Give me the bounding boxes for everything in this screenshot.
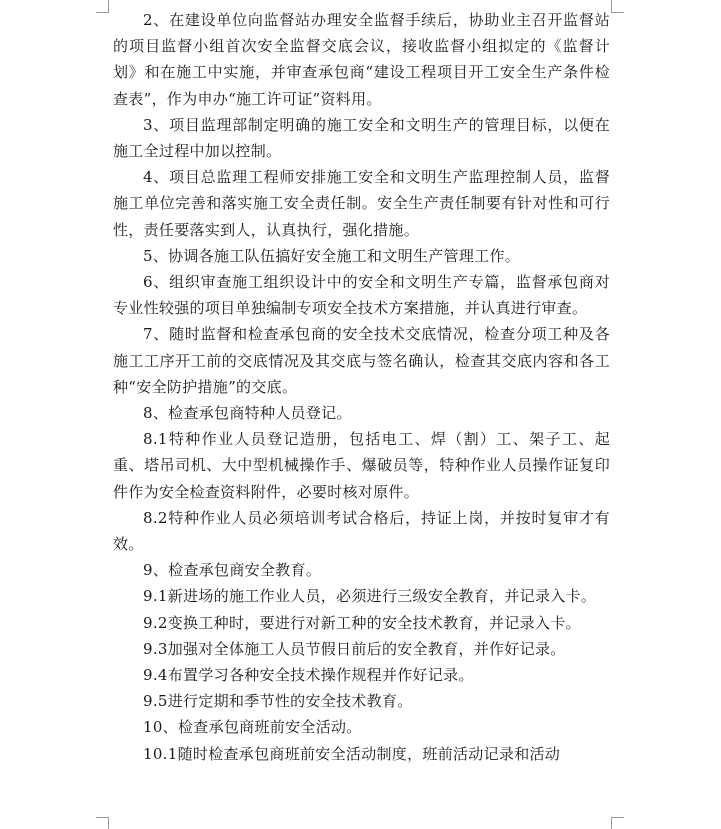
paragraph-item-4: 4、项目总监理工程师安排施工安全和文明生产监理控制人员，监督施工单位完善和落实施工安全责任制。安全生产责任制要有针对性和可行性，责任要落实到人，认真执行，强化措施。 bbox=[113, 168, 610, 239]
paragraph-item-9: 9、检查承包商安全教育。 bbox=[143, 561, 322, 580]
paragraph-item-10-1: 10.1随时检查承包商班前安全活动制度，班前活动记录和活动 bbox=[143, 744, 561, 763]
paragraph-item-10: 10、检查承包商班前安全活动。 bbox=[143, 718, 362, 737]
paragraph-item-9-1: 9.1新进场的施工作业人员，必须进行三级安全教育，并记录入卡。 bbox=[143, 587, 597, 606]
paragraph-item-3: 3、项目监理部制定明确的施工安全和文明生产的管理目标，以便在施工全过程中加以控制。 bbox=[113, 115, 610, 161]
margin-corner-mark-bottom-right bbox=[611, 817, 624, 829]
paragraph-item-9-5: 9.5进行定期和季节性的安全技术教育。 bbox=[143, 692, 413, 711]
margin-corner-mark-top-left bbox=[96, 0, 109, 13]
paragraph-item-9-2: 9.2变换工种时，要进行对新工种的安全技术教育，并记录入卡。 bbox=[143, 613, 581, 632]
document-body bbox=[113, 7, 610, 767]
paragraph-item-2: 2、在建设单位向监督站办理安全监督手续后，协助业主召开监督站的项目监督小组首次安全监督交底会议，接收监督小组拟定的《监督计划》和在施工中实施，并审查承包商“建设工程项目开工安全生产条件检查表”，作为申办“施工许可证”资料用。 bbox=[113, 11, 610, 108]
paragraph-item-7: 7、随时监督和检查承包商的安全技术交底情况，检查分项工种及各施工工序开工前的交底情况及其交底与签名确认，检查其交底内容和各工种“安全防护措施”的交底。 bbox=[113, 325, 610, 396]
margin-corner-mark-bottom-left bbox=[96, 817, 109, 829]
paragraph-item-8-1: 8.1特种作业人员登记造册，包括电工、焊（割）工、架子工、起重、塔吊司机、大中型机械操作手、爆破员等，特种作业人员操作证复印件作为安全检查资料附件，必要时核对原件。 bbox=[113, 430, 610, 501]
paragraph-item-6: 6、组织审查施工组织设计中的安全和文明生产专篇，监督承包商对专业性较强的项目单独编制专项安全技术方案措施，并认真进行审查。 bbox=[113, 273, 610, 318]
paragraph-item-8: 8、检查承包商特种人员登记。 bbox=[143, 404, 352, 423]
paragraph-item-8-2: 8.2特种作业人员必须培训考试合格后，持证上岗，并按时复审才有效。 bbox=[113, 508, 610, 554]
margin-corner-mark-top-right bbox=[611, 0, 624, 13]
paragraph-item-9-4: 9.4布置学习各种安全技术操作规程并作好记录。 bbox=[143, 666, 474, 685]
paragraph-item-9-3: 9.3加强对全体施工人员节假日前后的安全教育，并作好记录。 bbox=[143, 639, 566, 658]
paragraph-item-5: 5、协调各施工队伍搞好安全施工和文明生产管理工作。 bbox=[143, 246, 521, 265]
